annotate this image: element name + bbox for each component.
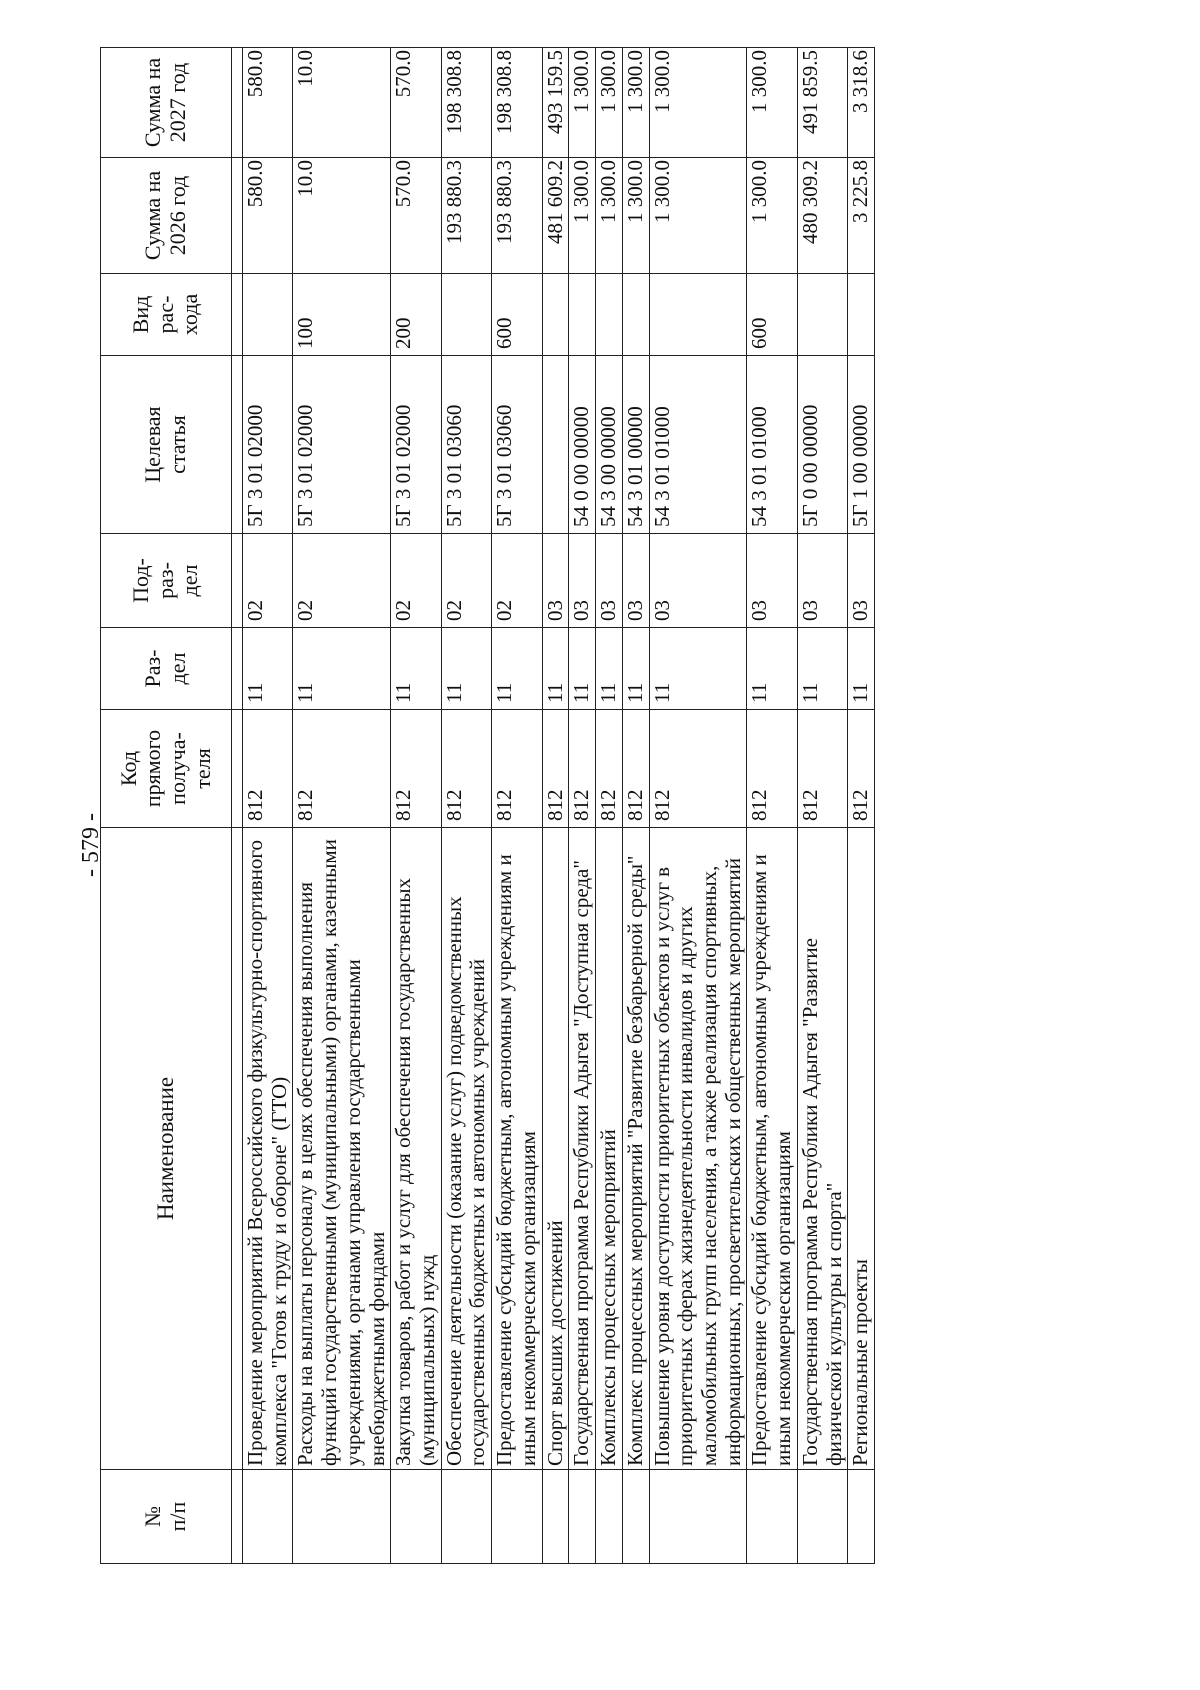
table-row: [747, 48, 797, 1564]
cell-sum-2027: 1 300.0: [569, 48, 596, 158]
cell-podrazdel: 03: [797, 534, 847, 628]
cell-name: Закупка товаров, работ и услуг для обеспечения государственных (муниципальных) нужд: [391, 828, 441, 1470]
cell-razdel: 11: [441, 628, 491, 710]
cell-num: [542, 1470, 569, 1564]
budget-table: [100, 47, 875, 1564]
cell-name: Обеспечение деятельности (оказание услуг) подведомственных государственных бюджетных и автономных учреждений: [441, 828, 491, 1470]
cell-name: Региональные проекты: [848, 828, 875, 1470]
cell-name: Повышение уровня доступности приоритетных объектов и услуг в приоритетных сферах жизнедеятельности инвалидов и других маломобильных групп населения, а также реализация спортивных, информационных, просветительских и общественных мероприятий: [649, 828, 747, 1470]
cell-name: Комплекс процессных мероприятий "Развитие безбарьерной среды": [622, 828, 649, 1470]
cell-target: 5Г 3 01 02000: [293, 356, 391, 534]
cell-razdel: 11: [569, 628, 596, 710]
cell-razdel: 11: [747, 628, 797, 710]
cell-podrazdel: 03: [622, 534, 649, 628]
cell-code: 812: [747, 710, 797, 828]
cell-podrazdel: 03: [848, 534, 875, 628]
cell-vid: [441, 274, 491, 356]
table-row: [596, 48, 623, 1564]
header-vid: Вид рас- хода: [101, 274, 232, 356]
cell-vid: [797, 274, 847, 356]
cell-name: Проведение мероприятий Всероссийского физкультурно-спортивного комплекса "Готов к труду и обороне" (ГТО): [243, 828, 293, 1470]
cell-razdel: 11: [293, 628, 391, 710]
header-razdel: Раз- дел: [101, 628, 232, 710]
cell-vid: [569, 274, 596, 356]
table-row: [441, 48, 491, 1564]
cell-vid: [243, 274, 293, 356]
cell-target: 54 3 01 00000: [622, 356, 649, 534]
cell-sum-2026: 193 880.3: [441, 158, 491, 274]
cell-code: 812: [596, 710, 623, 828]
cell-code: 812: [391, 710, 441, 828]
cell-sum-2026: 1 300.0: [569, 158, 596, 274]
cell-razdel: 11: [492, 628, 542, 710]
table-row: [797, 48, 847, 1564]
cell-code: 812: [492, 710, 542, 828]
cell-razdel: 11: [622, 628, 649, 710]
cell-num: [747, 1470, 797, 1564]
cell-sum-2026: 480 309.2: [797, 158, 847, 274]
cell-target: 5Г 3 01 03060: [492, 356, 542, 534]
header-podrazdel: Под- раз- дел: [101, 534, 232, 628]
cell-num: [391, 1470, 441, 1564]
cell-sum-2026: 1 300.0: [649, 158, 747, 274]
page-number: - 579 -: [78, 813, 104, 877]
cell-num: [596, 1470, 623, 1564]
cell-target: 54 3 01 01000: [649, 356, 747, 534]
cell-name: Государственная программа Республики Адыгея "Доступная среда": [569, 828, 596, 1470]
table-row: [293, 48, 391, 1564]
cell-target: 5Г 0 00 00000: [797, 356, 847, 534]
cell-num: [569, 1470, 596, 1564]
header-code: Код прямого получа- теля: [101, 710, 232, 828]
cell-code: 812: [569, 710, 596, 828]
cell-sum-2026: 1 300.0: [622, 158, 649, 274]
cell-name: Предоставление субсидий бюджетным, автономным учреждениям и иным некоммерческим организациям: [747, 828, 797, 1470]
cell-podrazdel: 02: [492, 534, 542, 628]
table-row: [622, 48, 649, 1564]
cell-sum-2027: 1 300.0: [649, 48, 747, 158]
cell-target: 54 0 00 00000: [569, 356, 596, 534]
cell-code: 812: [649, 710, 747, 828]
header-num: № п/п: [101, 1470, 232, 1564]
cell-sum-2027: 10.0: [293, 48, 391, 158]
cell-vid: [649, 274, 747, 356]
cell-target: 54 3 00 00000: [596, 356, 623, 534]
cell-podrazdel: 03: [596, 534, 623, 628]
cell-num: [243, 1470, 293, 1564]
cell-sum-2026: 193 880.3: [492, 158, 542, 274]
table-row: [391, 48, 441, 1564]
cell-sum-2027: 1 300.0: [747, 48, 797, 158]
table-header-row: [101, 48, 232, 1564]
cell-sum-2026: 3 225.8: [848, 158, 875, 274]
cell-podrazdel: 02: [293, 534, 391, 628]
cell-podrazdel: 03: [649, 534, 747, 628]
cell-num: [492, 1470, 542, 1564]
cell-sum-2027: 198 308.8: [492, 48, 542, 158]
cell-vid: 100: [293, 274, 391, 356]
cell-code: 812: [542, 710, 569, 828]
cell-podrazdel: 02: [391, 534, 441, 628]
cell-code: 812: [797, 710, 847, 828]
cell-vid: 600: [492, 274, 542, 356]
cell-razdel: 11: [391, 628, 441, 710]
cell-sum-2026: 1 300.0: [596, 158, 623, 274]
header-target: Целевая статья: [101, 356, 232, 534]
cell-podrazdel: 02: [441, 534, 491, 628]
cell-sum-2027: 493 159.5: [542, 48, 569, 158]
header-spacer-row: [232, 48, 243, 1564]
cell-sum-2027: 3 318.6: [848, 48, 875, 158]
cell-target: 54 3 01 01000: [747, 356, 797, 534]
cell-target: 5Г 3 01 02000: [391, 356, 441, 534]
cell-vid: [848, 274, 875, 356]
cell-num: [649, 1470, 747, 1564]
header-sum-2026: Сумма на 2026 год: [101, 158, 232, 274]
cell-name: Предоставление субсидий бюджетным, автономным учреждениям и иным некоммерческим организациям: [492, 828, 542, 1470]
cell-target: 5Г 3 01 02000: [243, 356, 293, 534]
table-row: [649, 48, 747, 1564]
table-row: [243, 48, 293, 1564]
cell-name: Комплексы процессных мероприятий: [596, 828, 623, 1470]
cell-podrazdel: 02: [243, 534, 293, 628]
cell-name: Спорт высших достижений: [542, 828, 569, 1470]
cell-razdel: 11: [649, 628, 747, 710]
cell-num: [622, 1470, 649, 1564]
table-row: [492, 48, 542, 1564]
cell-code: 812: [293, 710, 391, 828]
cell-vid: 200: [391, 274, 441, 356]
table-body: [232, 48, 875, 1564]
cell-vid: [542, 274, 569, 356]
cell-target: 5Г 1 00 00000: [848, 356, 875, 534]
cell-podrazdel: 03: [569, 534, 596, 628]
cell-target: [542, 356, 569, 534]
cell-podrazdel: 03: [542, 534, 569, 628]
cell-code: 812: [243, 710, 293, 828]
table-row: [569, 48, 596, 1564]
cell-sum-2027: 1 300.0: [596, 48, 623, 158]
cell-code: 812: [622, 710, 649, 828]
cell-sum-2026: 1 300.0: [747, 158, 797, 274]
cell-sum-2026: 10.0: [293, 158, 391, 274]
cell-sum-2026: 570.0: [391, 158, 441, 274]
cell-podrazdel: 03: [747, 534, 797, 628]
cell-vid: 600: [747, 274, 797, 356]
cell-name: Государственная программа Республики Адыгея "Развитие физической культуры и спорта": [797, 828, 847, 1470]
cell-num: [441, 1470, 491, 1564]
cell-razdel: 11: [243, 628, 293, 710]
cell-razdel: 11: [848, 628, 875, 710]
cell-razdel: 11: [797, 628, 847, 710]
cell-vid: [596, 274, 623, 356]
cell-sum-2027: 198 308.8: [441, 48, 491, 158]
cell-code: 812: [441, 710, 491, 828]
cell-name: Расходы на выплаты персоналу в целях обеспечения выполнения функций государственными (муниципальными) органами, казенными учреждениями, органами управления государственными внебюджетными фондами: [293, 828, 391, 1470]
cell-num: [848, 1470, 875, 1564]
header-name: Наименование: [101, 828, 232, 1470]
cell-num: [797, 1470, 847, 1564]
cell-vid: [622, 274, 649, 356]
cell-sum-2026: 580.0: [243, 158, 293, 274]
cell-num: [293, 1470, 391, 1564]
cell-target: 5Г 3 01 03060: [441, 356, 491, 534]
table-row: [848, 48, 875, 1564]
table-row: [542, 48, 569, 1564]
cell-sum-2027: 570.0: [391, 48, 441, 158]
cell-code: 812: [848, 710, 875, 828]
cell-sum-2027: 1 300.0: [622, 48, 649, 158]
cell-razdel: 11: [542, 628, 569, 710]
cell-sum-2027: 580.0: [243, 48, 293, 158]
cell-sum-2026: 481 609.2: [542, 158, 569, 274]
header-sum-2027: Сумма на 2027 год: [101, 48, 232, 158]
cell-sum-2027: 491 859.5: [797, 48, 847, 158]
cell-razdel: 11: [596, 628, 623, 710]
